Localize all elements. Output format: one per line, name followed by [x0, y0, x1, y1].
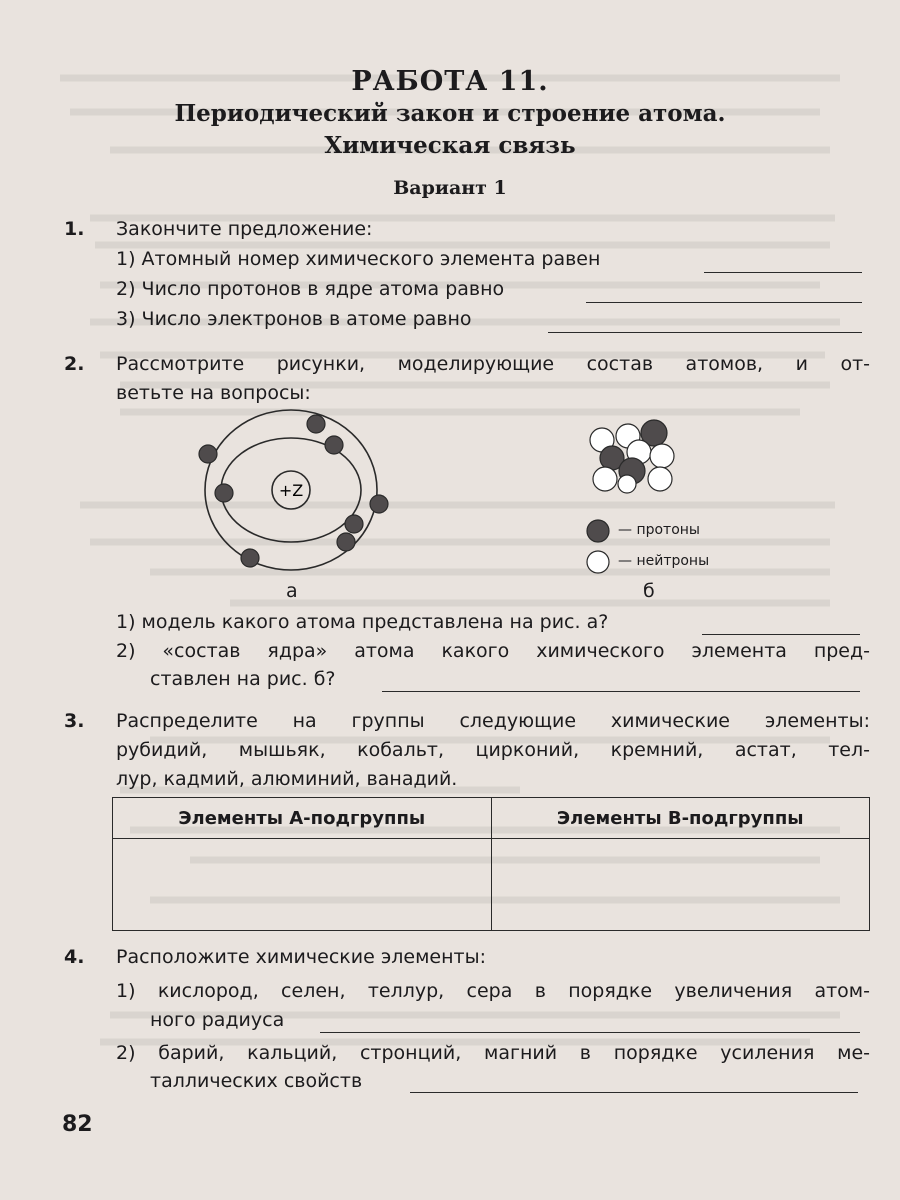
neutron: [648, 467, 672, 491]
task4-prompt: Расположите химические элементы:: [116, 946, 486, 968]
task3-number: 3.: [64, 710, 85, 732]
task4-number: 4.: [64, 946, 85, 968]
task3-prompt-line2: рубидий, мышьяк, кобальт, цирконий, кремний, астат, тел-: [116, 739, 870, 761]
task3-prompt-line3: лур, кадмий, алюминий, ванадий.: [116, 768, 458, 790]
legend-proton-marker: [587, 520, 609, 542]
task3-prompt-line1: Распределите на группы следующие химические элементы:: [116, 710, 870, 732]
electron: [241, 549, 259, 567]
task1-answer2-blank[interactable]: [586, 301, 862, 303]
topic-title-line1: Периодический закон и строение атома.: [174, 100, 726, 127]
b-subgroup-answer-cell[interactable]: [491, 839, 870, 931]
task2-question2-line2: ставлен на рис. б?: [150, 668, 336, 690]
task2-prompt-line2: ветьте на вопросы:: [116, 382, 311, 404]
task1-number: 1.: [64, 218, 85, 240]
task4-item1-line2: ного радиуса: [150, 1009, 285, 1031]
legend-protons-label: — протоны: [618, 522, 700, 538]
task2-prompt-line1: Рассмотрите рисунки, моделирующие состав атомов, и от-: [116, 353, 870, 375]
task4-item2-line1: 2) барий, кальций, стронций, магний в порядке усиления ме-: [116, 1042, 870, 1064]
neutron: [650, 444, 674, 468]
figure-b-label: б: [643, 580, 655, 602]
electron: [215, 484, 233, 502]
task2-question2-line1: 2) «состав ядра» атома какого химического элемента пред-: [116, 640, 870, 662]
atom-model-figure-a: [196, 408, 396, 578]
electron: [337, 533, 355, 551]
task4-answer2-blank[interactable]: [410, 1091, 858, 1093]
electron: [345, 515, 363, 533]
variant-label: Вариант 1: [393, 177, 507, 199]
legend-neutron-marker: [587, 551, 609, 573]
task2-number: 2.: [64, 353, 85, 375]
electron: [199, 445, 217, 463]
element-groups-table: [112, 797, 870, 931]
legend-markers: [584, 518, 614, 580]
work-title: РАБОТА 11.: [351, 66, 549, 97]
task1-item1: 1) Атомный номер химического элемента равен: [116, 248, 601, 270]
task2-answer1-blank[interactable]: [702, 633, 860, 635]
a-subgroup-answer-cell[interactable]: [113, 839, 492, 931]
nucleus-charge-label: +Z: [278, 481, 304, 500]
legend-neutrons-label: — нейтроны: [618, 553, 710, 569]
page-number: 82: [62, 1112, 93, 1137]
neutron: [618, 475, 636, 493]
task2-answer2-blank[interactable]: [382, 690, 860, 692]
figure-a-label: а: [286, 580, 298, 602]
task4-answer1-blank[interactable]: [320, 1031, 860, 1033]
task4-item2-line2: таллических свойств: [150, 1070, 363, 1092]
task2-question1: 1) модель какого атома представлена на рис. а?: [116, 611, 609, 633]
electron: [307, 415, 325, 433]
task1-item2: 2) Число протонов в ядре атома равно: [116, 278, 505, 300]
task1-answer1-blank[interactable]: [704, 271, 862, 273]
table-header-a-subgroup: Элементы А-подгруппы: [113, 798, 492, 839]
task1-answer3-blank[interactable]: [548, 331, 862, 333]
electron: [325, 436, 343, 454]
topic-title-line2: Химическая связь: [324, 132, 576, 159]
neutron: [593, 467, 617, 491]
task4-item1-line1: 1) кислород, селен, теллур, сера в порядке увеличения атом-: [116, 980, 870, 1002]
table-header-b-subgroup: Элементы В-подгруппы: [491, 798, 870, 839]
task1-item3: 3) Число электронов в атоме равно: [116, 308, 472, 330]
task1-prompt: Закончите предложение:: [116, 218, 373, 240]
electron: [370, 495, 388, 513]
nucleus-model-figure-b: [582, 416, 682, 496]
